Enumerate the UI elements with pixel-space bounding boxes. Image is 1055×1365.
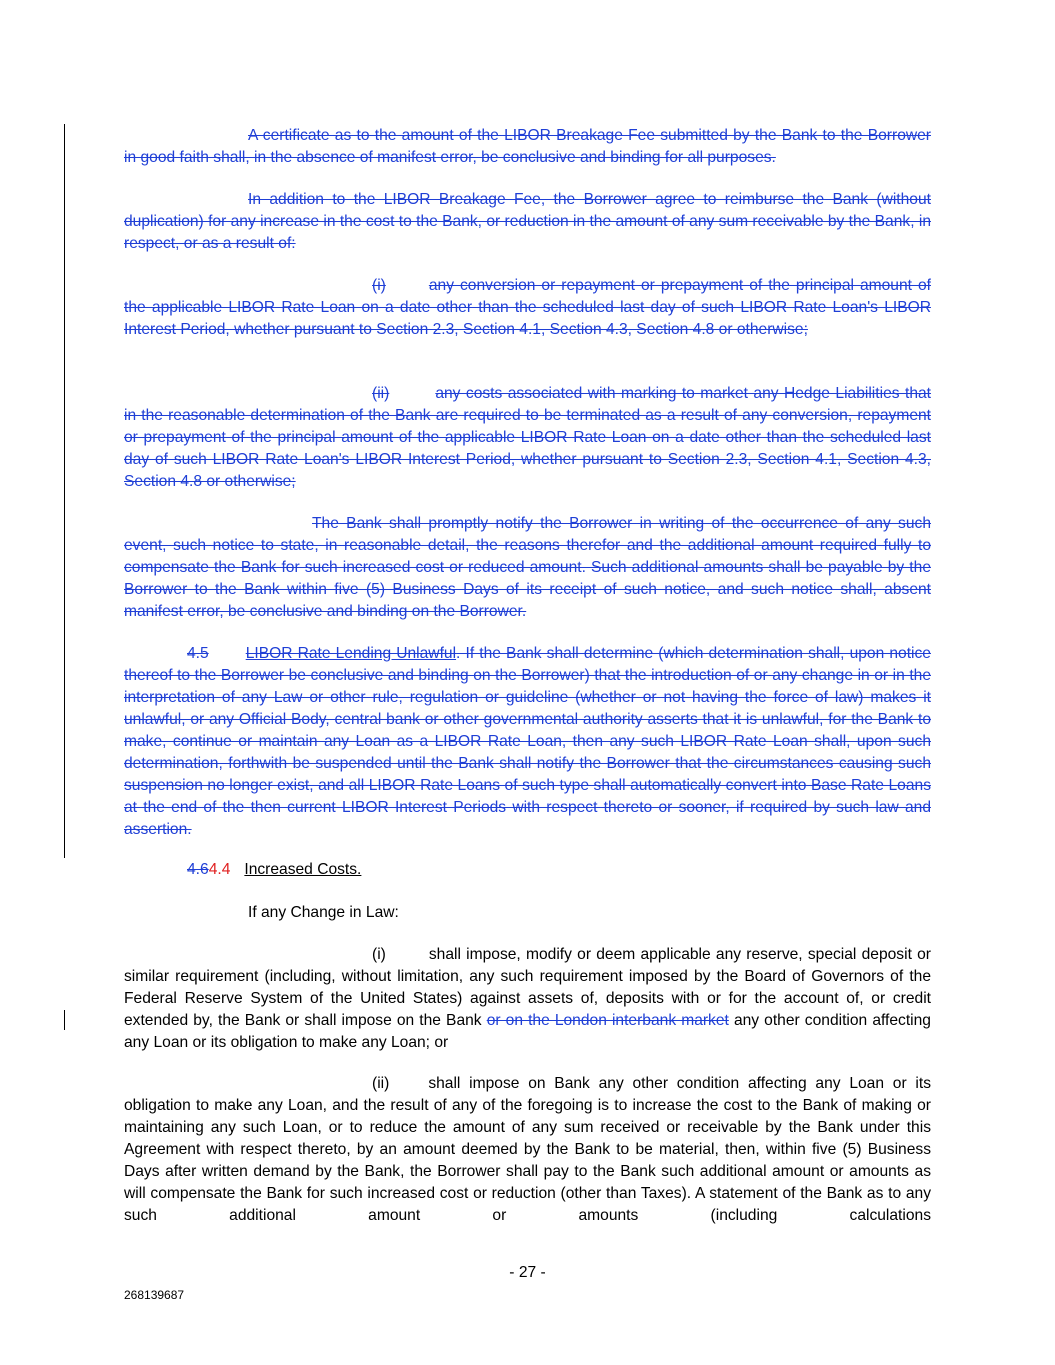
deleted-text: or on the London interbank market — [486, 1012, 729, 1029]
deleted-text: any costs associated with marking to market any Hedge Liabilities that in the reasonable determination of the Bank are required to be terminated as a result of any conversion, repayment or prepayment of the principal amount of the applicable LIBOR Rate Loan on a date other than the scheduled last day of such LIBOR Rate Loan's LIBOR Interest Period, whether pursuant to Section 2.3, Section 4.1, Section 4.3, Section 4.8 or otherwise; — [124, 385, 931, 490]
section-heading: LIBOR Rate Lending Unlawful — [245, 645, 457, 662]
paragraph-certificate — [124, 125, 931, 169]
body-text: any other condition affecting any Loan or its obligation to make any Loan; or — [124, 1012, 931, 1051]
item-marker: (ii) — [372, 385, 390, 402]
body-text: shall impose, modify or deem applicable any reserve, special deposit or similar requirement (including, without limitation, any such requirement imposed by the Board of Governors of the Federal Reserve System of the United States) against assets of, deposits with or for the account of, or credit extended by, the Bank or shall impose on the Bank — [124, 946, 931, 1029]
section-heading: Increased Costs. — [244, 861, 362, 878]
change-in-law-item-ii — [124, 1073, 931, 1227]
section-number: 4.5 — [187, 645, 209, 662]
item-marker: (i) — [372, 946, 386, 963]
body-text: shall impose on Bank any other condition affecting any Loan or its obligation to make any Loan, and the result of any of the foregoing is to increase the cost to the Bank of making or maintaining any such Loan, or to reduce the amount of any sum received or receivable by the Bank under this Agreement with respect thereto, by an amount deemed by the Bank to be material, then, within five (5) Business Days after written demand by the Bank, the Borrower shall pay to the Bank such additional amount or amounts as will compensate the Bank for such increased cost or reduction (other than Taxes). A statement of the Bank as to any such additional amount or amounts (including calculations — [124, 1075, 931, 1224]
deleted-text: . If the Bank shall determine (which determination shall, upon notice thereof to the Borrower be conclusive and binding on the Borrower) that the introduction of or any change in or in the interpretation of any Law or other rule, regulation or guideline (whether or not having the force of law) makes it unlawful, or any Official Body, central bank or other governmental authority asserts that it is unlawful, for the Bank to make, continue or maintain any Loan as a LIBOR Rate Loan, then any such LIBOR Rate Loan shall, upon such determination, forthwith be suspended until the Bank shall notify the Borrower that the circumstances causing such suspension no longer exist, and all LIBOR Rate Loans of such type shall automatically convert into Base Rate Loans at the end of the then current LIBOR Interest Periods with respect thereto or sooner, if required by such law and assertion. — [124, 645, 931, 838]
deleted-text: In addition to the LIBOR Breakage Fee, the Borrower agree to reimburse the Bank (without duplication) for any increase in the cost to the Bank, or reduction in the amount of any sum receivable by the Bank, in respect, or as a result of: — [124, 191, 931, 252]
deleted-section-number: 4.6 — [187, 861, 209, 878]
list-item-i — [124, 275, 931, 341]
page-number: - 27 - — [509, 1264, 546, 1281]
change-bar — [64, 1010, 65, 1030]
section-4-5 — [124, 643, 931, 841]
section-4-4-heading — [124, 859, 931, 881]
deleted-text: any conversion or repayment or prepayment of the principal amount of the applicable LIBOR Rate Loan on a date other than the scheduled last day of such LIBOR Rate Loan's LIBOR Interest Period, whether pursuant to Section 2.3, Section 4.1, Section 4.3, Section 4.8 or otherwise; — [124, 277, 931, 338]
inserted-section-number: 4.4 — [208, 861, 231, 878]
item-marker: (i) — [372, 277, 386, 294]
deleted-text: The Bank shall promptly notify the Borrower in writing of the occurrence of any such event, such notice to state, in reasonable detail, the reasons therefor and the additional amount required fully to compensate the Bank for such increased cost or reduced amount. Such additional amounts shall be payable by the Borrower to the Bank within five (5) Business Days of its receipt of such notice, and such notice shall, absent manifest error, be conclusive and binding on the Borrower. — [124, 515, 931, 620]
paragraph-change-in-law — [124, 902, 931, 924]
document-id: 268139687 — [124, 1288, 185, 1302]
change-in-law-item-i — [124, 944, 931, 1054]
body-text: If any Change in Law: — [248, 904, 399, 921]
deleted-text: A certificate as to the amount of the LIBOR Breakage Fee submitted by the Bank to the Borrower in good faith shall, in the absence of manifest error, be conclusive and binding for all purposes. — [124, 127, 931, 166]
item-marker: (ii) — [372, 1075, 390, 1092]
paragraph-notify — [124, 513, 931, 623]
list-item-ii — [124, 383, 931, 493]
change-bar — [64, 124, 65, 858]
paragraph-addition — [124, 189, 931, 255]
